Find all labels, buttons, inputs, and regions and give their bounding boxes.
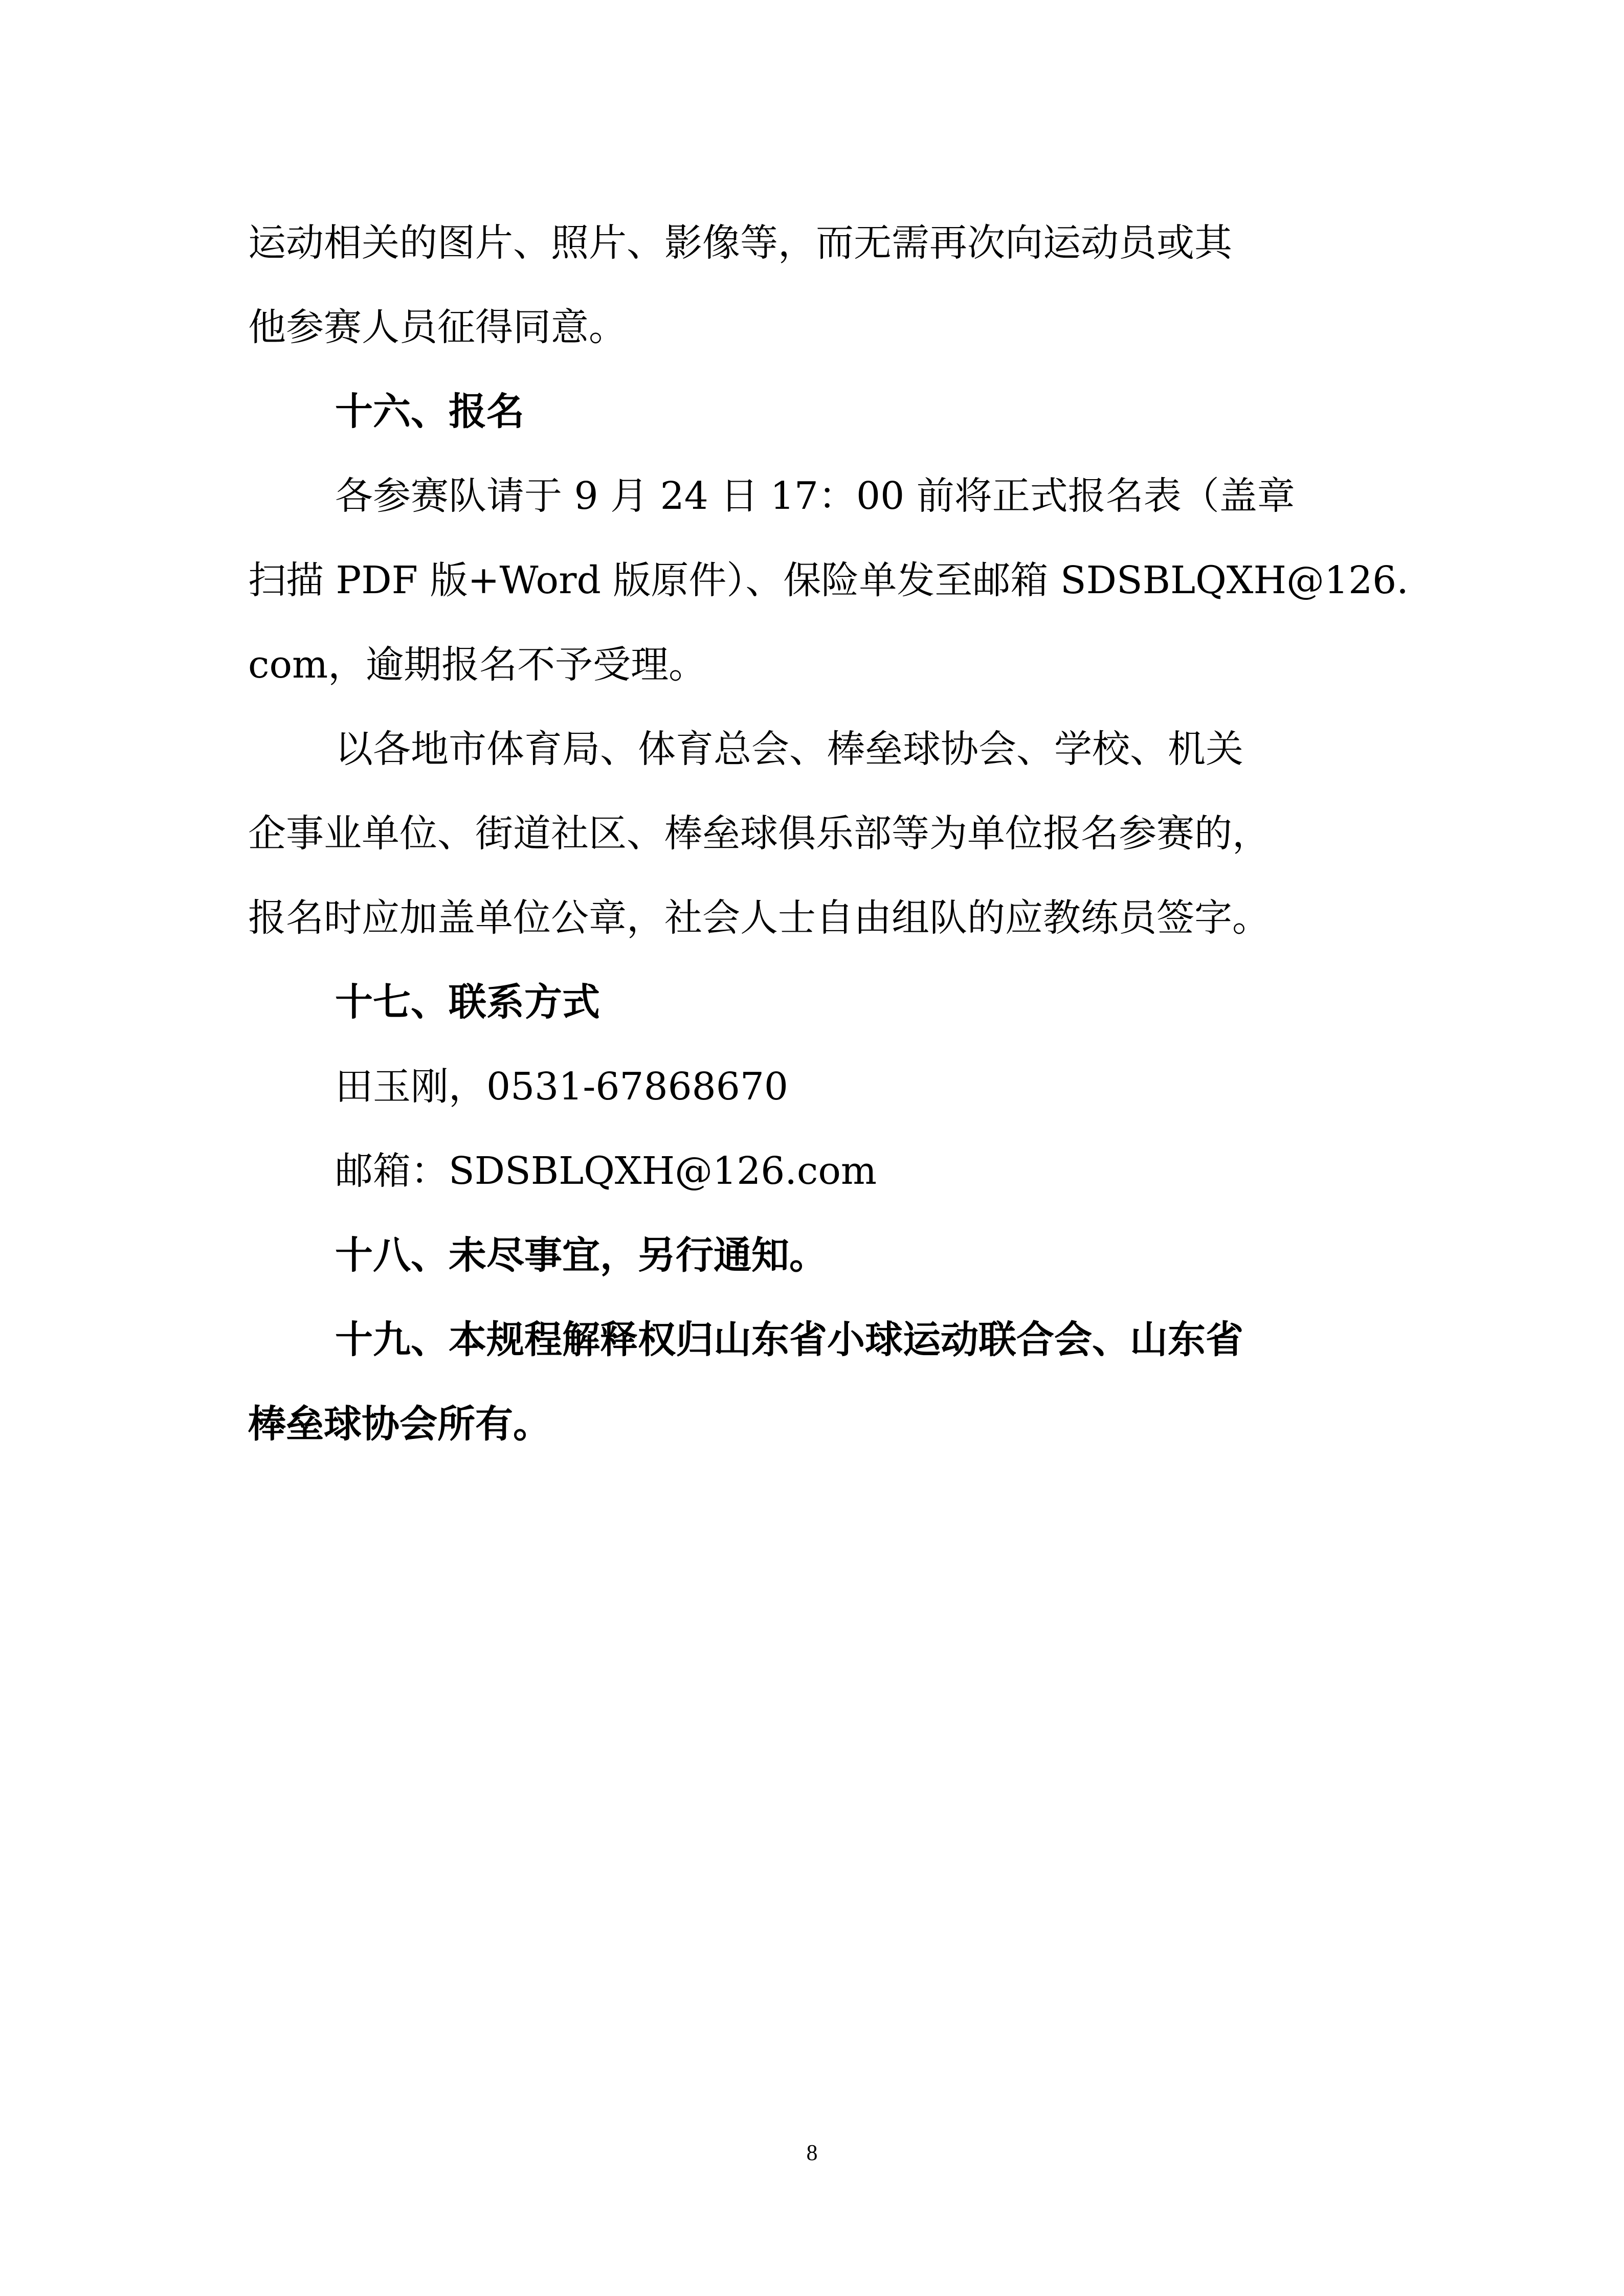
text-line: 他参赛人员征得同意。	[248, 305, 627, 349]
text-line: 运动相关的图片、照片、影像等，而无需再次向运动员或其	[248, 221, 1232, 265]
text-line: 扫描 PDF 版+Word 版原件）、保险单发至邮箱 SDSBLQXH@126.	[248, 558, 1409, 602]
text-line: 企事业单位、街道社区、棒垒球俱乐部等为单位报名参赛的，	[248, 812, 1270, 856]
text-line: com，逾期报名不予受理。	[248, 643, 707, 687]
section-heading: 棒垒球协会所有。	[248, 1402, 551, 1446]
text-line: 各参赛队请于 9 月 24 日 17：00 前将正式报名表（盖章	[335, 474, 1295, 518]
section-heading: 十六、报名	[335, 390, 524, 434]
text-line: 报名时应加盖单位公章，社会人士自由组队的应教练员签字。	[248, 896, 1270, 940]
page-number: 8	[806, 2140, 818, 2165]
text-line: 以各地市体育局、体育总会、棒垒球协会、学校、机关	[335, 727, 1243, 771]
section-heading: 十九、本规程解释权归山东省小球运动联合会、山东省	[335, 1318, 1243, 1362]
section-heading: 十八、未尽事宜，另行通知。	[335, 1233, 827, 1277]
contact-phone: 田玉刚，0531-67868670	[335, 1065, 788, 1109]
contact-email: 邮箱：SDSBLQXH@126.com	[335, 1149, 877, 1193]
section-heading: 十七、联系方式	[335, 980, 600, 1024]
